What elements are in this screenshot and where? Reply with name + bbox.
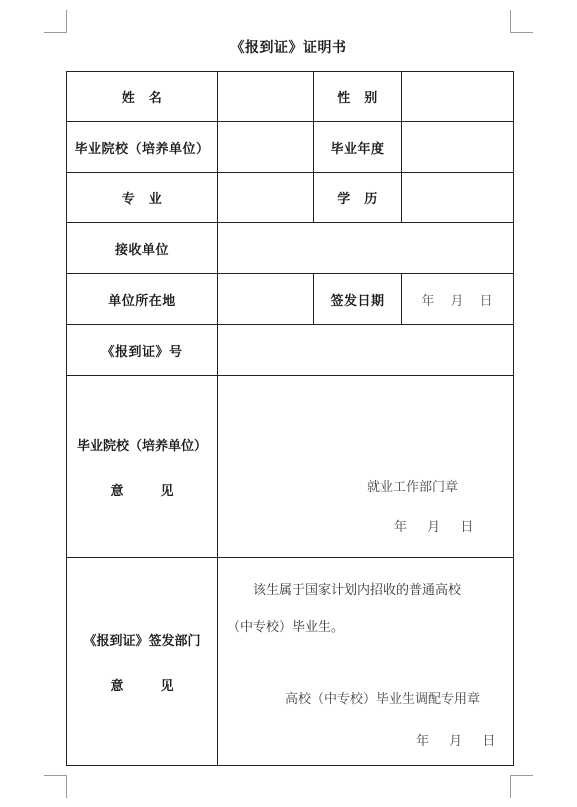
issuer-opinion-label-line2: 意 见 <box>110 678 186 694</box>
issuer-opinion-year: 年 <box>416 734 430 749</box>
issuer-statement-line1: 该生属于国家计划内招收的普通高校 <box>253 583 462 598</box>
school-opinion-year: 年 <box>394 520 408 535</box>
row-school-year <box>67 122 514 173</box>
certificate-form-table <box>66 71 514 766</box>
graduation-year-field[interactable] <box>402 122 514 173</box>
issue-date-month: 月 <box>450 293 465 309</box>
issue-date-label: 签发日期 <box>314 274 402 325</box>
school-opinion-label-line1: 毕业院校（培养单位） <box>76 438 207 454</box>
gender-label: 性 别 <box>314 72 402 122</box>
school-label: 毕业院校（培养单位） <box>67 122 218 173</box>
issuer-opinion-field[interactable] <box>218 558 514 766</box>
certificate-number-label: 《报到证》号 <box>67 325 218 376</box>
issuer-statement-line2: （中专校）毕业生。 <box>227 620 345 635</box>
row-school-opinion <box>67 376 514 558</box>
certificate-number-field[interactable] <box>218 325 514 376</box>
receiving-unit-label: 接收单位 <box>67 223 218 274</box>
issue-date-year: 年 <box>421 293 436 309</box>
row-major-education <box>67 173 514 223</box>
corner-mark-bottom-left <box>44 775 67 798</box>
graduation-year-label: 毕业年度 <box>314 122 402 173</box>
row-name-gender <box>67 72 514 122</box>
corner-mark-bottom-right <box>510 775 533 798</box>
unit-location-field[interactable] <box>218 274 314 325</box>
issue-date-field[interactable] <box>402 274 514 325</box>
school-field[interactable] <box>218 122 314 173</box>
issue-date-day: 日 <box>479 293 494 309</box>
school-opinion-label-line2: 意 见 <box>110 483 186 499</box>
education-label: 学 历 <box>314 173 402 223</box>
row-certificate-number <box>67 325 514 376</box>
issuer-opinion-label <box>67 558 218 766</box>
school-opinion-date <box>386 516 481 535</box>
issuer-opinion-month: 月 <box>449 734 463 749</box>
document-title: 《报到证》证明书 <box>230 40 347 56</box>
employment-office-stamp: 就业工作部门章 <box>367 480 459 495</box>
school-opinion-month: 月 <box>427 520 441 535</box>
row-receiving-unit <box>67 223 514 274</box>
name-label: 姓 名 <box>67 72 218 122</box>
issuer-opinion-day: 日 <box>482 734 496 749</box>
graduate-allocation-stamp: 高校（中专校）毕业生调配专用章 <box>285 692 481 707</box>
school-opinion-label <box>67 376 218 558</box>
corner-mark-top-left <box>44 10 67 33</box>
issuer-opinion-date <box>408 730 503 749</box>
receiving-unit-field[interactable] <box>218 223 514 274</box>
issuer-statement <box>227 572 512 646</box>
gender-field[interactable] <box>402 72 514 122</box>
issuer-opinion-label-line1: 《报到证》签发部门 <box>83 633 201 649</box>
corner-mark-top-right <box>510 10 533 33</box>
name-field[interactable] <box>218 72 314 122</box>
unit-location-label: 单位所在地 <box>67 274 218 325</box>
school-opinion-day: 日 <box>460 520 474 535</box>
row-issuer-opinion <box>67 558 514 766</box>
major-field[interactable] <box>218 173 314 223</box>
row-location-date <box>67 274 514 325</box>
education-field[interactable] <box>402 173 514 223</box>
school-opinion-field[interactable] <box>218 376 514 558</box>
major-label: 专 业 <box>67 173 218 223</box>
